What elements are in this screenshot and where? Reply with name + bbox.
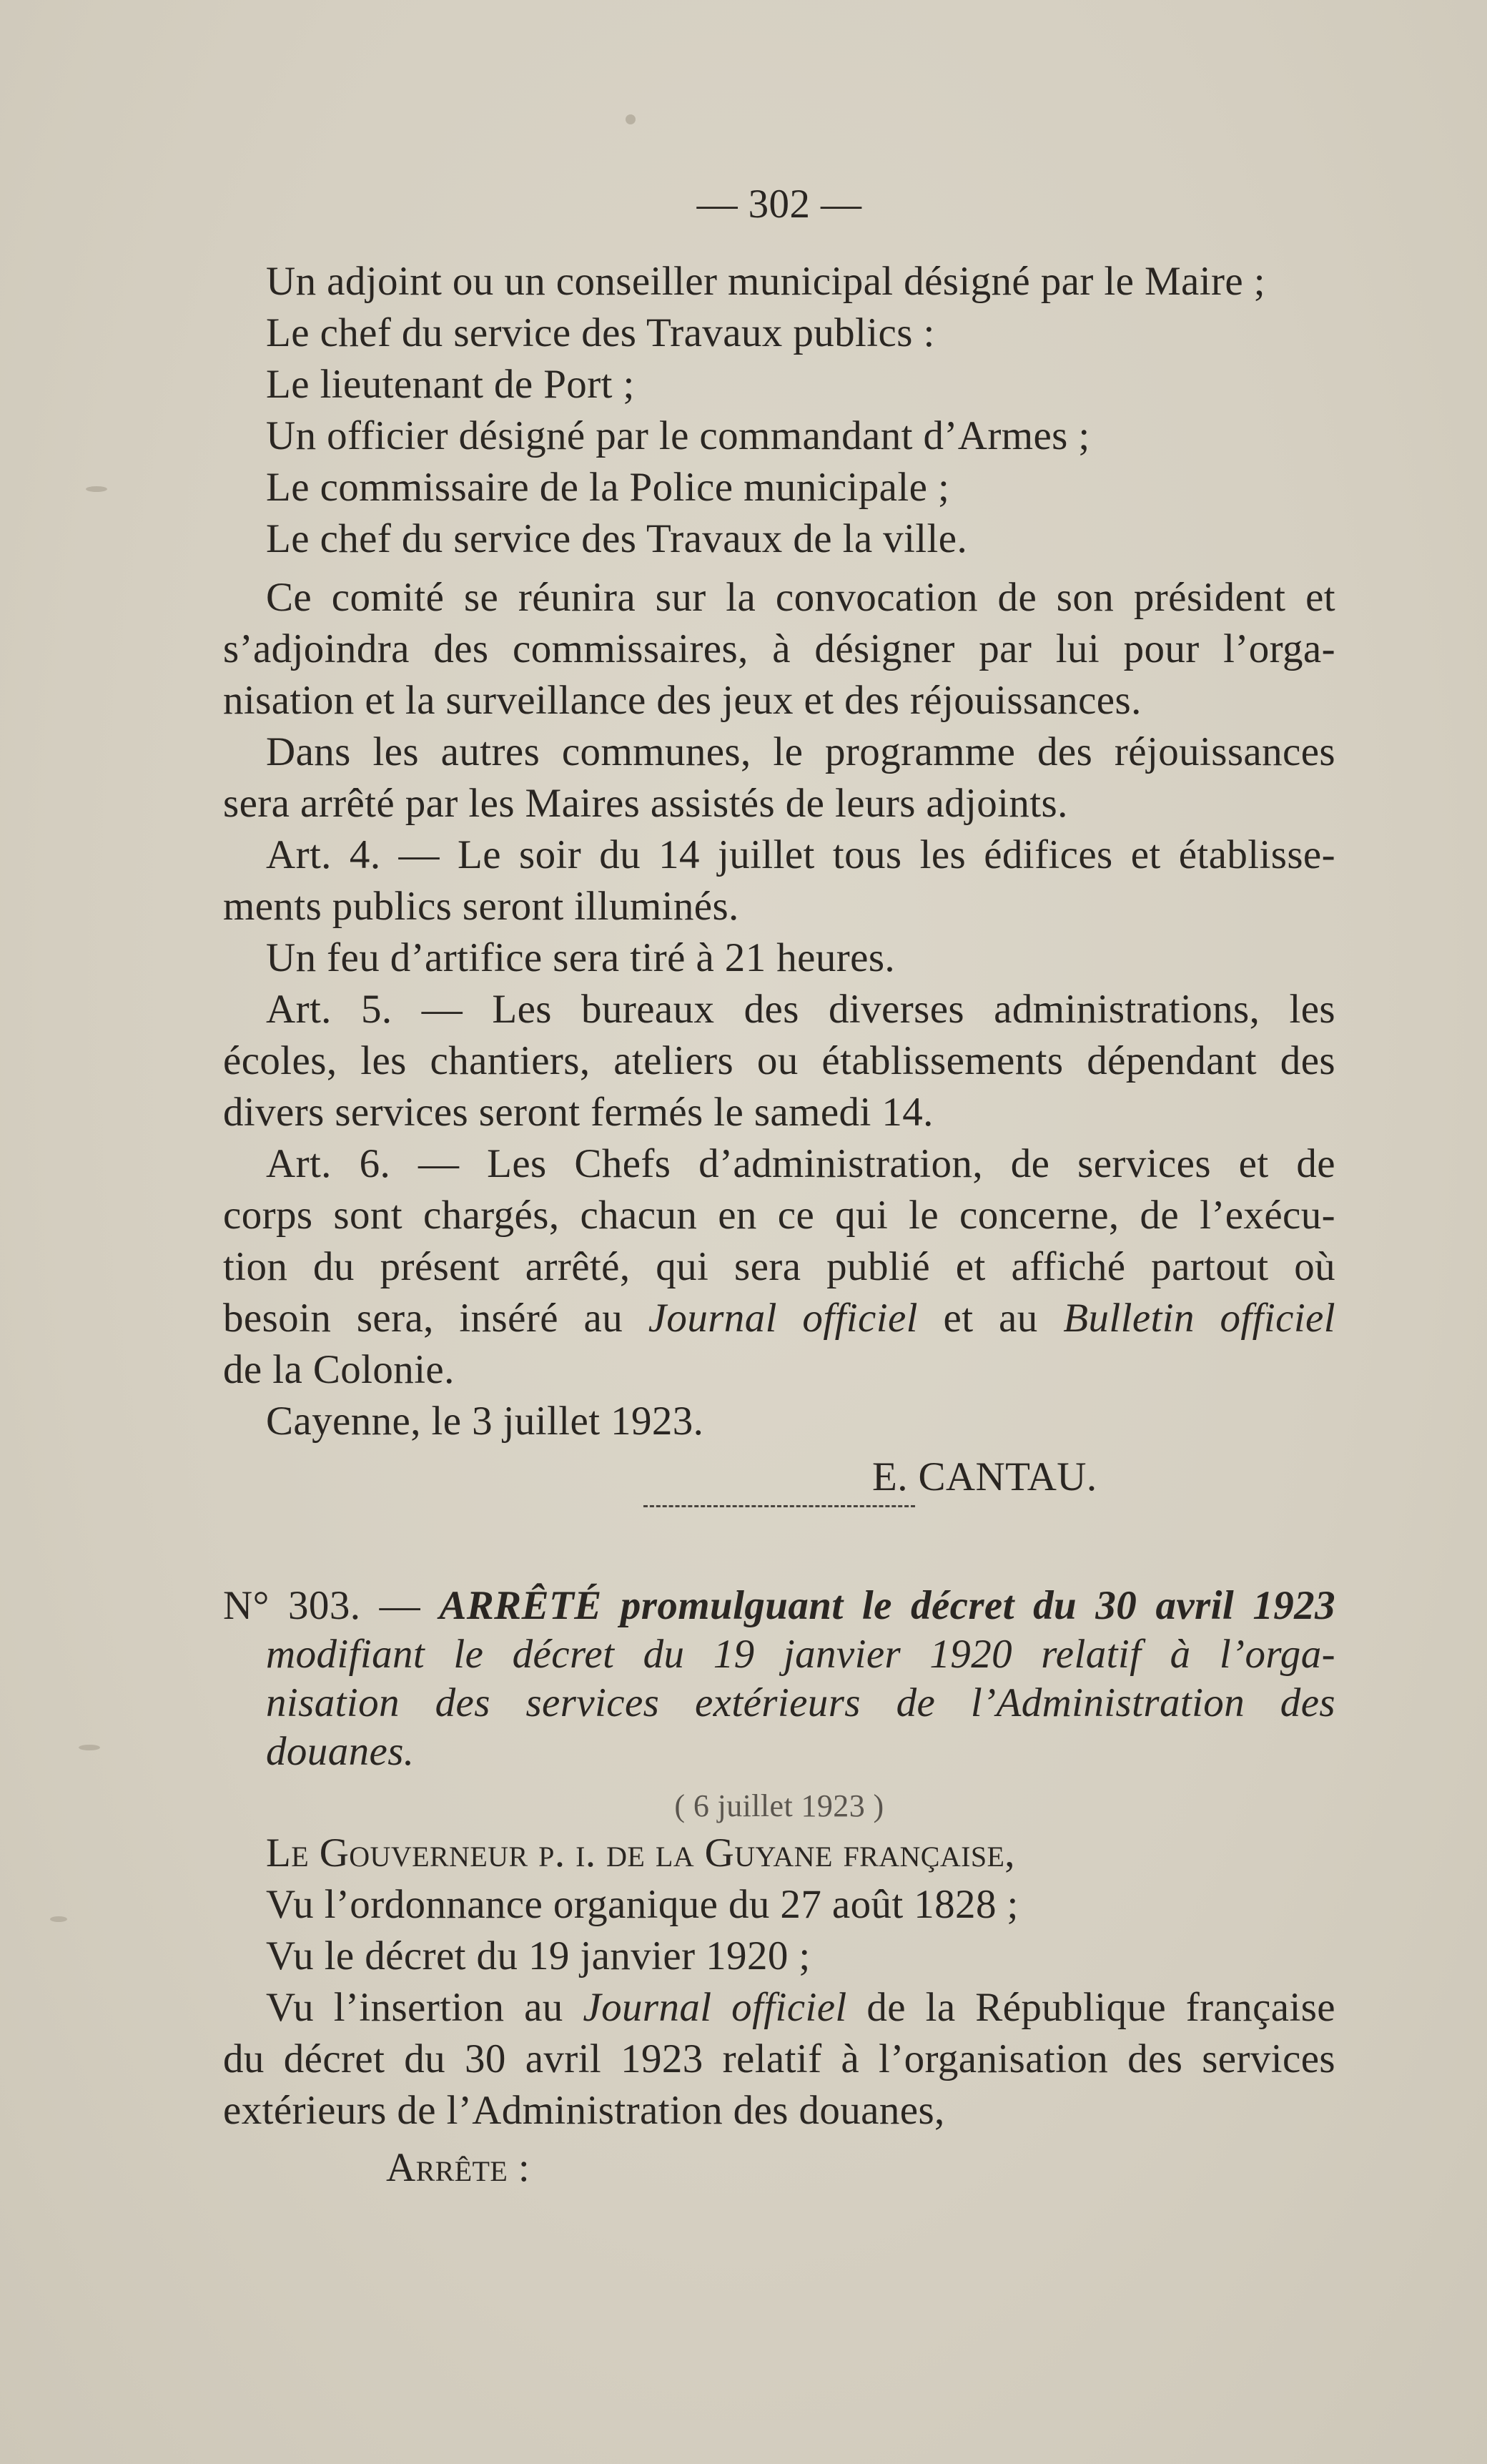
- text-line: tion du présent arrêté, qui sera publié et affiché partout où: [223, 1244, 1335, 1289]
- text-line: Un feu d’artifice sera tiré à 21 heures.: [266, 935, 896, 980]
- text-line: Le chef du service des Travaux publics :: [266, 310, 935, 355]
- text-line: Le commissaire de la Police municipale ;: [266, 465, 950, 510]
- page-number: — 302 —: [696, 182, 862, 227]
- paper-speck: [79, 1745, 100, 1750]
- text-line: sera arrêté par les Maires assistés de leurs adjoints.: [223, 781, 1068, 826]
- text-line: s’adjoindra des commissaires, à désigner par lui pour l’orga-: [223, 626, 1335, 671]
- text-line: besoin sera, inséré au Journal officiel et au Bulletin officiel: [223, 1296, 1335, 1341]
- decree-title: douanes.: [266, 1729, 415, 1774]
- article-6: Art. 6. — Les Chefs d’administration, de services et de: [266, 1141, 1335, 1186]
- text-line: Le chef du service des Travaux de la ville.: [266, 516, 968, 561]
- paper-speck: [86, 486, 107, 492]
- text-line: ments publics seront illuminés.: [223, 884, 739, 929]
- section-divider: [643, 1505, 915, 1507]
- text-line: Dans les autres communes, le programme des réjouissances: [266, 729, 1335, 774]
- article-5: Art. 5. — Les bureaux des diverses administrations, les: [266, 987, 1335, 1032]
- text-line: du décret du 30 avril 1923 relatif à l’organisation des services: [223, 2036, 1335, 2081]
- text-line: Un adjoint ou un conseiller municipal désigné par le Maire ;: [266, 259, 1265, 304]
- decree-title: nisation des services extérieurs de l’Administration des: [266, 1680, 1335, 1725]
- paper-speck: [626, 114, 636, 124]
- text-line: Vu le décret du 19 janvier 1920 ;: [266, 1933, 811, 1978]
- text-line: divers services seront fermés le samedi 14.: [223, 1090, 934, 1135]
- text-line: Un officier désigné par le commandant d’Armes ;: [266, 413, 1090, 458]
- text-line: de la Colonie.: [223, 1347, 455, 1392]
- text-line: Le Gouverneur p. i. de la Guyane française,: [266, 1830, 1015, 1876]
- text-line: Vu l’ordonnance organique du 27 août 1828 ;: [266, 1882, 1019, 1927]
- text-line: nisation et la surveillance des jeux et des réjouissances.: [223, 678, 1142, 723]
- decree-title: N° 303. — ARRÊTÉ promulguant le décret du 30 avril 1923: [223, 1583, 1335, 1628]
- decree-date: ( 6 juillet 1923 ): [674, 1788, 884, 1823]
- signature: E. CANTAU.: [872, 1454, 1097, 1499]
- arrete-heading: Arrête :: [386, 2145, 530, 2190]
- article-4: Art. 4. — Le soir du 14 juillet tous les édifices et établisse-: [266, 832, 1335, 877]
- text-line: corps sont chargés, chacun en ce qui le concerne, de l’exécu-: [223, 1193, 1335, 1238]
- text-line: Ce comité se réunira sur la convocation de son président et: [266, 575, 1335, 620]
- text-line: Le lieutenant de Port ;: [266, 362, 635, 407]
- place-date: Cayenne, le 3 juillet 1923.: [266, 1399, 704, 1444]
- paper-speck: [50, 1916, 67, 1922]
- text-line: extérieurs de l’Administration des douanes,: [223, 2088, 945, 2133]
- text-line: écoles, les chantiers, ateliers ou établissements dépendant des: [223, 1038, 1335, 1083]
- decree-title: modifiant le décret du 19 janvier 1920 relatif à l’orga-: [266, 1632, 1335, 1677]
- text-line: Vu l’insertion au Journal officiel de la République française: [266, 1985, 1335, 2030]
